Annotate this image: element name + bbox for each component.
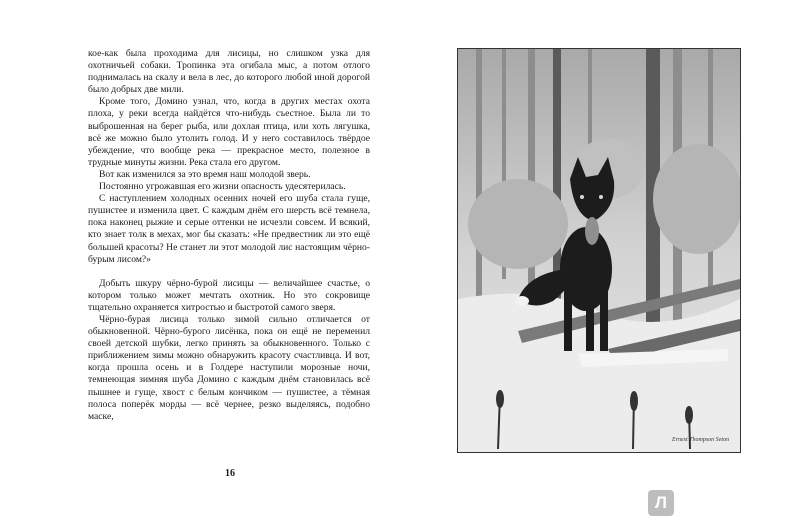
page-number: 16 (225, 468, 235, 479)
fox-chest (585, 217, 599, 245)
fox-eye-right (599, 195, 603, 199)
paragraph-3: Вот как изменился за это время наш молодой зверь. (99, 168, 311, 180)
fox-eye-left (580, 195, 584, 199)
paragraph-1: кое-как была проходима для лисицы, но слишком узка для охотничьей собаки. Тропинка эта огибала мыс, а потом отлого поднималась на скалу и вела в лес, до которого любой иной дорогой было добрых две мили. (88, 48, 370, 96)
illustration-drawing (458, 49, 740, 452)
fox-in-winter-forest-illustration (457, 48, 741, 453)
book-page-text (88, 48, 370, 423)
artist-signature: Ernest Thompson Seton (672, 437, 729, 443)
paragraph-2: Кроме того, Домино узнал, что, когда в других местах охота плоха, у реки всегда найдётся что-нибудь съестное. Была ли то выброшенная на берег рыба, или дохлая птица, или хоть лягушка, всё же можно было утолить голод. И у него составилось твёрдое убеждение, что вообще река — прекрасное место, полезное в трудные минуты жизни. Река стала его другом. (88, 96, 370, 168)
publisher-logo-watermark: Л (648, 490, 674, 516)
paragraph-5: С наступлением холодных осенних ночей его шуба стала гуще, пушистее и изменила цвет. С каждым днём его шерсть всё темнела, пока наконец рыжие и серые оттенки не исчезли совсем. И всякий, кто знает толк в мехах, мог бы сказать: «Не предвестник ли это ещё большей красоты? Не станет ли этот молодой лис настоящим чёрно-бурым лисом?» (88, 193, 370, 265)
paragraph-4: Постоянно угрожавшая его жизни опасность удесятерилась. (99, 181, 346, 193)
paragraph-7: Чёрно-бурая лисица только зимой сильно отличается от обыкновенной. Чёрно-бурого лисёнка, пока он ещё не переменил своей детской шубки, легко принять за обыкновенного. Только с приближением зимы можно обнаружить красоту счастливца. И вот, когда прошла осень и в Голдере наступили морозные ночи, темнеющая зимняя шуба Домино с каждым днём становилась всё пышнее и гуще, хвост с белым кончиком — пушистее, а тёмная полоса поперёк морды — всё чернее, резко выделяясь, подобно маске, (88, 313, 370, 422)
paragraph-6: Добыть шкуру чёрно-бурой лисицы — величайшее счастье, о котором только может мечтать охотник. Но это сокровище тщательно охраняется хитростью и быстротой самого зверя. (88, 277, 370, 313)
fox-tail-tip (515, 296, 529, 306)
